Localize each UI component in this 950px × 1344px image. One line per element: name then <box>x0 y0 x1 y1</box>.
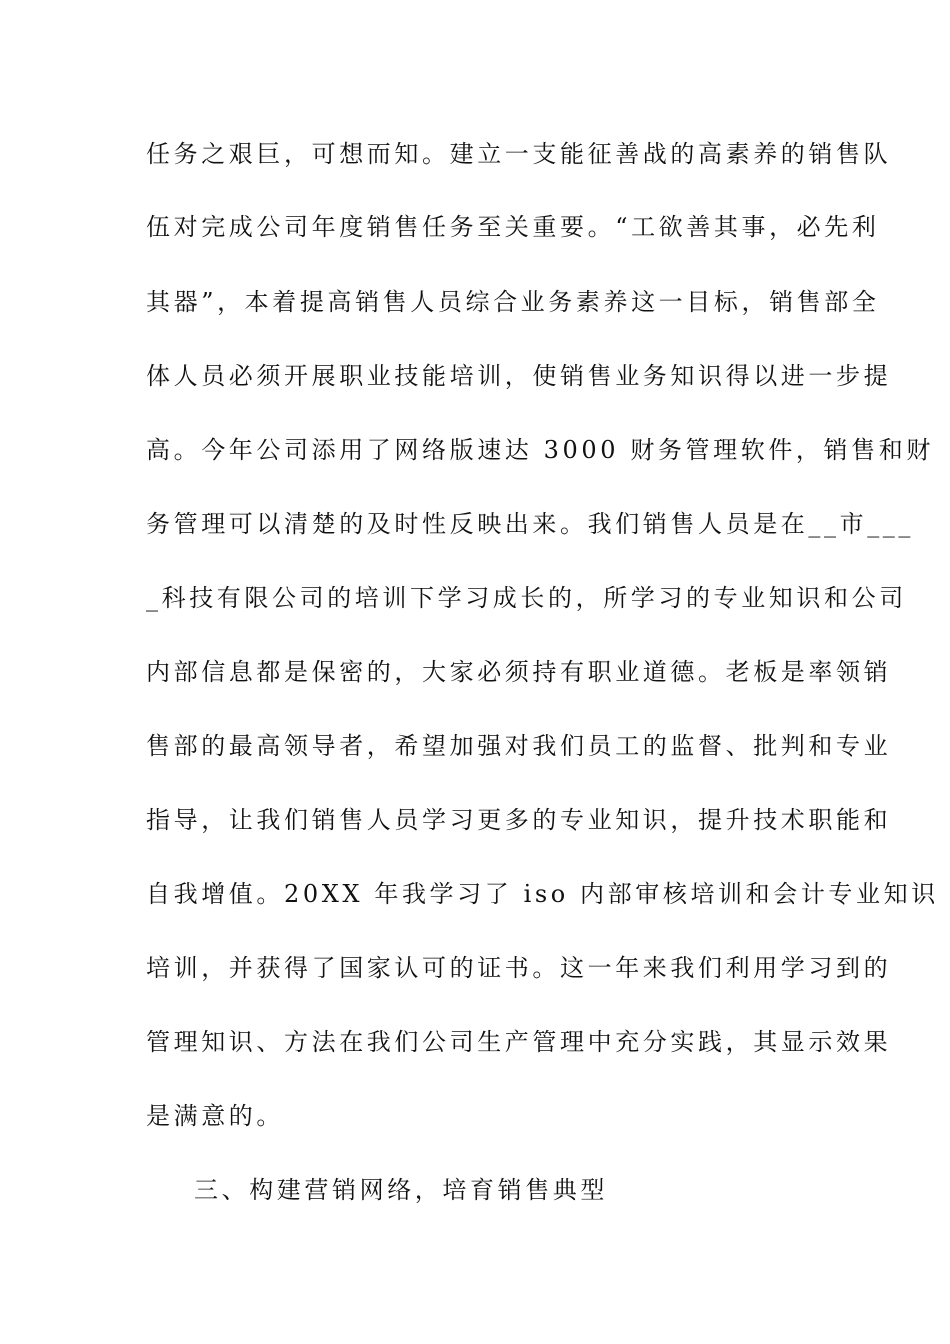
paragraph-line: 是满意的。 <box>146 1102 284 1130</box>
paragraph-line: 伍对完成公司年度销售任务至关重要。“工欲善其事，必先利 <box>146 213 880 241</box>
paragraph-line: 高。今年公司添用了网络版速达 3000 财务管理软件，销售和财 <box>146 436 934 464</box>
paragraph-line: 体人员必须开展职业技能培训，使销售业务知识得以进一步提 <box>146 362 892 390</box>
paragraph-line: 管理知识、方法在我们公司生产管理中充分实践，其显示效果 <box>146 1028 892 1056</box>
paragraph-line: 培训，并获得了国家认可的证书。这一年来我们利用学习到的 <box>146 954 892 982</box>
section-heading: 三、构建营销网络，培育销售典型 <box>194 1176 608 1204</box>
paragraph-line: 自我增值。20XX 年我学习了 iso 内部审核培训和会计专业知识 <box>146 880 939 908</box>
paragraph-line: _科技有限公司的培训下学习成长的，所学习的专业知识和公司 <box>146 584 907 612</box>
paragraph-line: 指导，让我们销售人员学习更多的专业知识，提升技术职能和 <box>146 806 892 834</box>
paragraph-line: 务管理可以清楚的及时性反映出来。我们销售人员是在__市___ <box>146 510 914 538</box>
paragraph-line: 其器”，本着提高销售人员综合业务素养这一目标，销售部全 <box>146 288 880 316</box>
paragraph-line: 任务之艰巨，可想而知。建立一支能征善战的高素养的销售队 <box>146 140 892 168</box>
paragraph-line: 内部信息都是保密的，大家必须持有职业道德。老板是率领销 <box>146 658 892 686</box>
paragraph-line: 售部的最高领导者，希望加强对我们员工的监督、批判和专业 <box>146 732 892 760</box>
